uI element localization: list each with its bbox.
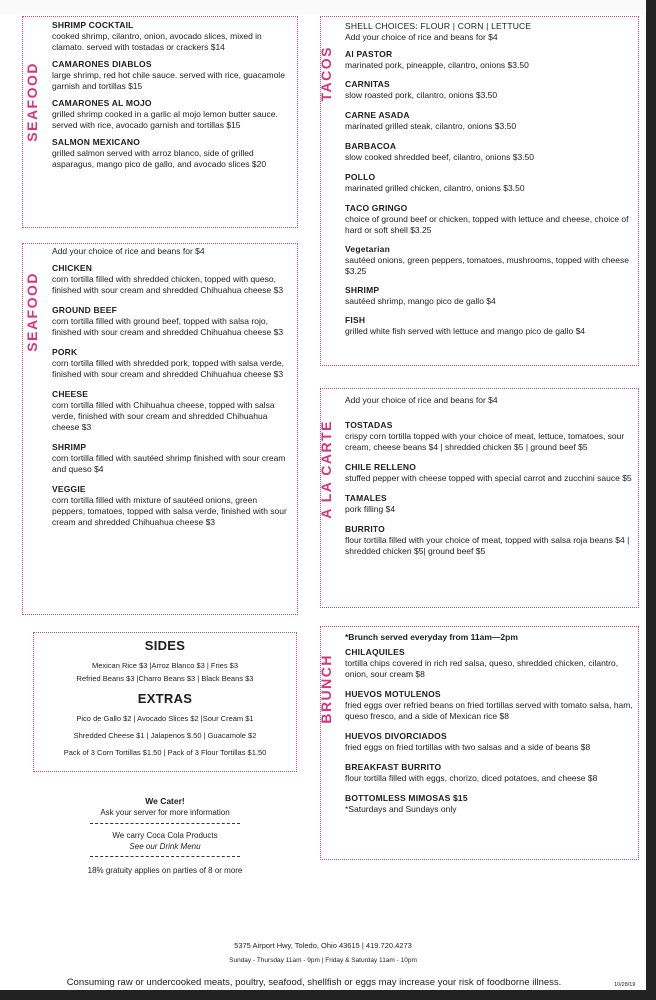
menu-date: 10/28/19 xyxy=(614,982,636,988)
menu-item xyxy=(345,493,637,515)
menu-item xyxy=(345,203,637,236)
item-desc: fried eggs over refried beans on fried tortillas served with tomato salsa, ham, queso fresco, and a side of Mexican rice $8 xyxy=(345,700,633,721)
tacos-items xyxy=(345,21,637,343)
item-name: PORK xyxy=(52,347,78,357)
extras-line: Pico de Gallo $2 | Avocado Slices $2 |Sour Cream $1 xyxy=(76,714,254,723)
rice-beans-note: Add your choice of rice and beans for $4 xyxy=(345,395,498,405)
cater-info xyxy=(38,795,292,877)
item-desc: grilled shrimp cooked in a garlic al mojo lemon butter sauce. served with rice, avocado garnish and tortillas $15 xyxy=(52,109,278,130)
item-desc: fried eggs on fried tortillas with two salsas and a side of beans $8 xyxy=(345,742,591,752)
item-name: TAMALES xyxy=(345,493,387,503)
cater-line: Ask your server for more information xyxy=(100,808,230,817)
item-desc: stuffed pepper with cheese topped with special carrot and zucchini sauce $5 xyxy=(345,473,632,483)
menu-item xyxy=(345,793,637,815)
item-desc: flour tortilla filled with your choice of meat, topped with salsa roja beans $4 | shredded chicken $5| ground beef $5 xyxy=(345,535,630,556)
enchiladas-label: SEAFOOD xyxy=(24,272,40,352)
seafood-label: SEAFOOD xyxy=(24,62,40,142)
top-strip xyxy=(0,0,656,14)
extras-title: EXTRAS xyxy=(137,691,193,706)
item-name: CHICKEN xyxy=(52,263,93,273)
menu-item xyxy=(345,762,637,784)
menu-item xyxy=(345,49,637,71)
extras-line: Shredded Cheese $1 | Jalapenos $.50 | Guacamole $2 xyxy=(73,731,257,740)
menu-item xyxy=(345,172,637,194)
item-desc: grilled white fish served with lettuce and mango pico de gallo $4 xyxy=(345,326,586,336)
menu-item xyxy=(52,59,292,92)
item-name: VEGGIE xyxy=(52,484,86,494)
item-name: TOSTADAS xyxy=(345,420,393,430)
menu-item xyxy=(52,20,292,53)
item-desc: grilled salmon served with arroz blanco, side of grilled asparagus, mango pico de gallo, and avocado slices $20 xyxy=(52,148,267,169)
enchiladas-items xyxy=(52,246,292,534)
item-desc: corn tortilla filled with Chihuahua cheese, topped with salsa verde, finished with sour cream and shredded Chihuahua cheese $3 xyxy=(52,400,275,432)
menu-item xyxy=(345,285,637,307)
item-desc: *Saturdays and Sundays only xyxy=(345,804,457,814)
item-name: HUEVOS DIVORCIADOS xyxy=(345,731,447,741)
coca-line: We carry Coca Cola Products xyxy=(112,831,218,840)
menu-item xyxy=(52,442,292,475)
item-name: CARNE ASADA xyxy=(345,110,410,120)
brunch-hours-note: *Brunch served everyday from 11am—2pm xyxy=(345,632,518,642)
item-desc: marinated pork, pineapple, cilantro, onions $3.50 xyxy=(345,60,529,70)
sides-title: SIDES xyxy=(144,638,186,653)
item-desc: cooked shrimp, cilantro, onion, avocado slices, mixed in clamato. served with tostadas or crackers $14 xyxy=(52,31,262,52)
item-desc: marinated grilled chicken, cilantro, onions $3.50 xyxy=(345,183,525,193)
item-name: SHRIMP xyxy=(345,285,380,295)
divider xyxy=(90,856,240,857)
hours-line: Sunday - Thursday 11am - 9pm | Friday & Saturday 11am - 10pm xyxy=(229,957,417,964)
alacarte-items xyxy=(345,395,637,563)
item-name: GROUND BEEF xyxy=(52,305,118,315)
item-name: SALMON MEXICANO xyxy=(52,137,140,147)
tacos-label: TACOS xyxy=(318,46,334,102)
item-desc: corn tortilla filled with shredded chicken, topped with queso, finished with sour cream and shredded Chihuahua cheese $3 xyxy=(52,274,284,295)
extras-line: Pack of 3 Corn Tortillas $1.50 | Pack of 3 Flour Tortillas $1.50 xyxy=(63,748,267,757)
menu-item xyxy=(345,731,637,753)
item-desc: marinated grilled steak, cilantro, onions $3.50 xyxy=(345,121,517,131)
item-name: SHRIMP xyxy=(52,442,87,452)
alacarte-label: A LA CARTE xyxy=(318,420,334,519)
item-desc: tortilla chips covered in rich red salsa, queso, shredded chicken, cilantro, onion, sour cream $8 xyxy=(345,658,619,679)
address-line: 5375 Airport Hwy, Toledo, Ohio 43615 | 419.720.4273 xyxy=(234,941,412,950)
item-desc: sautéed onions, green peppers, tomatoes, mushrooms, topped with cheese $3.25 xyxy=(345,255,629,276)
shell-choices-note: SHELL CHOICES: FLOUR | CORN | LETTUCE xyxy=(345,21,532,31)
item-desc: sautéed shrimp, mango pico de gallo $4 xyxy=(345,296,496,306)
item-name: BREAKFAST BURRITO xyxy=(345,762,442,772)
item-desc: flour tortilla filled with eggs, chorizo, diced potatoes, and cheese $8 xyxy=(345,773,598,783)
menu-item xyxy=(345,420,637,453)
item-desc: corn tortilla filled with sautéed shrimp finished with sour cream and queso $4 xyxy=(52,453,286,474)
menu-item xyxy=(52,389,292,433)
menu-item xyxy=(52,263,292,296)
brunch-label: BRUNCH xyxy=(318,654,334,724)
item-desc: pork filling $4 xyxy=(345,504,396,514)
item-desc: corn tortilla filled with ground beef, topped with salsa rojo, finished with sour cream and shredded Chihuahua cheese $3 xyxy=(52,316,284,337)
item-name: Al PASTOR xyxy=(345,49,393,59)
item-desc: slow roasted pork, cilantro, onions $3.50 xyxy=(345,90,498,100)
menu-item xyxy=(345,79,637,101)
item-name: CHEESE xyxy=(52,389,89,399)
sides-line: Mexican Rice $3 |Arroz Blanco $3 | Fries $3 xyxy=(91,661,239,670)
foodborne-warning: Consuming raw or undercooked meats, poultry, seafood, shellfish or eggs may increase your risk of foodborne illness. xyxy=(66,977,562,988)
item-name: FISH xyxy=(345,315,366,325)
item-name: CHILE RELLENO xyxy=(345,462,417,472)
item-name: CHILAQUILES xyxy=(345,647,405,657)
item-desc: slow cooked shredded beef, cilantro, onions $3.50 xyxy=(345,152,535,162)
item-name: Vegetarian xyxy=(345,244,390,254)
item-name: SHRIMP COCKTAIL xyxy=(52,20,134,30)
menu-item xyxy=(345,141,637,163)
menu-item xyxy=(345,315,637,337)
menu-item xyxy=(345,689,637,722)
menu-item xyxy=(52,484,292,528)
gratuity-note: 18% gratuity applies on parties of 8 or more xyxy=(87,866,243,875)
item-desc: choice of ground beef or chicken, topped with lettuce and cheese, choice of hard or soft shell $3.25 xyxy=(345,214,629,235)
item-name: CAMARONES DIABLOS xyxy=(52,59,152,69)
item-name: BURRITO xyxy=(345,524,385,534)
item-name: POLLO xyxy=(345,172,376,182)
sides-line: Refried Beans $3 |Charro Beans $3 | Black Beans $3 xyxy=(76,674,254,683)
sides-extras-content xyxy=(38,638,292,759)
menu-item xyxy=(345,462,637,484)
menu-item xyxy=(52,137,292,170)
item-name: BOTTOMLESS MIMOSAS $15 xyxy=(345,793,468,803)
menu-item xyxy=(345,244,637,277)
menu-item xyxy=(345,110,637,132)
menu-item xyxy=(345,524,637,557)
menu-item xyxy=(52,98,292,131)
menu-item xyxy=(345,647,637,680)
item-name: HUEVOS MOTULENOS xyxy=(345,689,441,699)
brunch-items xyxy=(345,632,637,821)
item-desc: crispy corn tortilla topped with your choice of meat, lettuce, tomatoes, sour cream, cheese beans $4 | shredded chicken $5 | ground beef $5 xyxy=(345,431,625,452)
menu-item xyxy=(52,347,292,380)
menu-item xyxy=(52,305,292,338)
item-desc: corn tortilla filled with mixture of sautéed onions, green peppers, tomatoes, topped with salsa verde, finished with sour cream and shredded Chihuahua cheese $3 xyxy=(52,495,287,527)
item-name: CARNITAS xyxy=(345,79,390,89)
seafood-items xyxy=(52,20,292,176)
rice-beans-note: Add your choice of rice and beans for $4 xyxy=(52,246,205,256)
item-name: CAMARONES AL MOJO xyxy=(52,98,152,108)
divider xyxy=(90,823,240,824)
cater-title: We Cater! xyxy=(145,796,185,806)
rice-beans-note: Add your choice of rice and beans for $4 xyxy=(345,32,498,42)
item-name: BARBACOA xyxy=(345,141,397,151)
item-desc: corn tortilla filled with shredded pork, topped with salsa verde, finished with sour cream and shredded Chihuahua cheese $3 xyxy=(52,358,284,379)
drink-menu-line: See our Drink Menu xyxy=(129,842,201,851)
item-desc: large shrimp, red hot chile sauce. served with rice, guacamole garnish and tortillas $15 xyxy=(52,70,285,91)
item-name: TACO GRINGO xyxy=(345,203,408,213)
